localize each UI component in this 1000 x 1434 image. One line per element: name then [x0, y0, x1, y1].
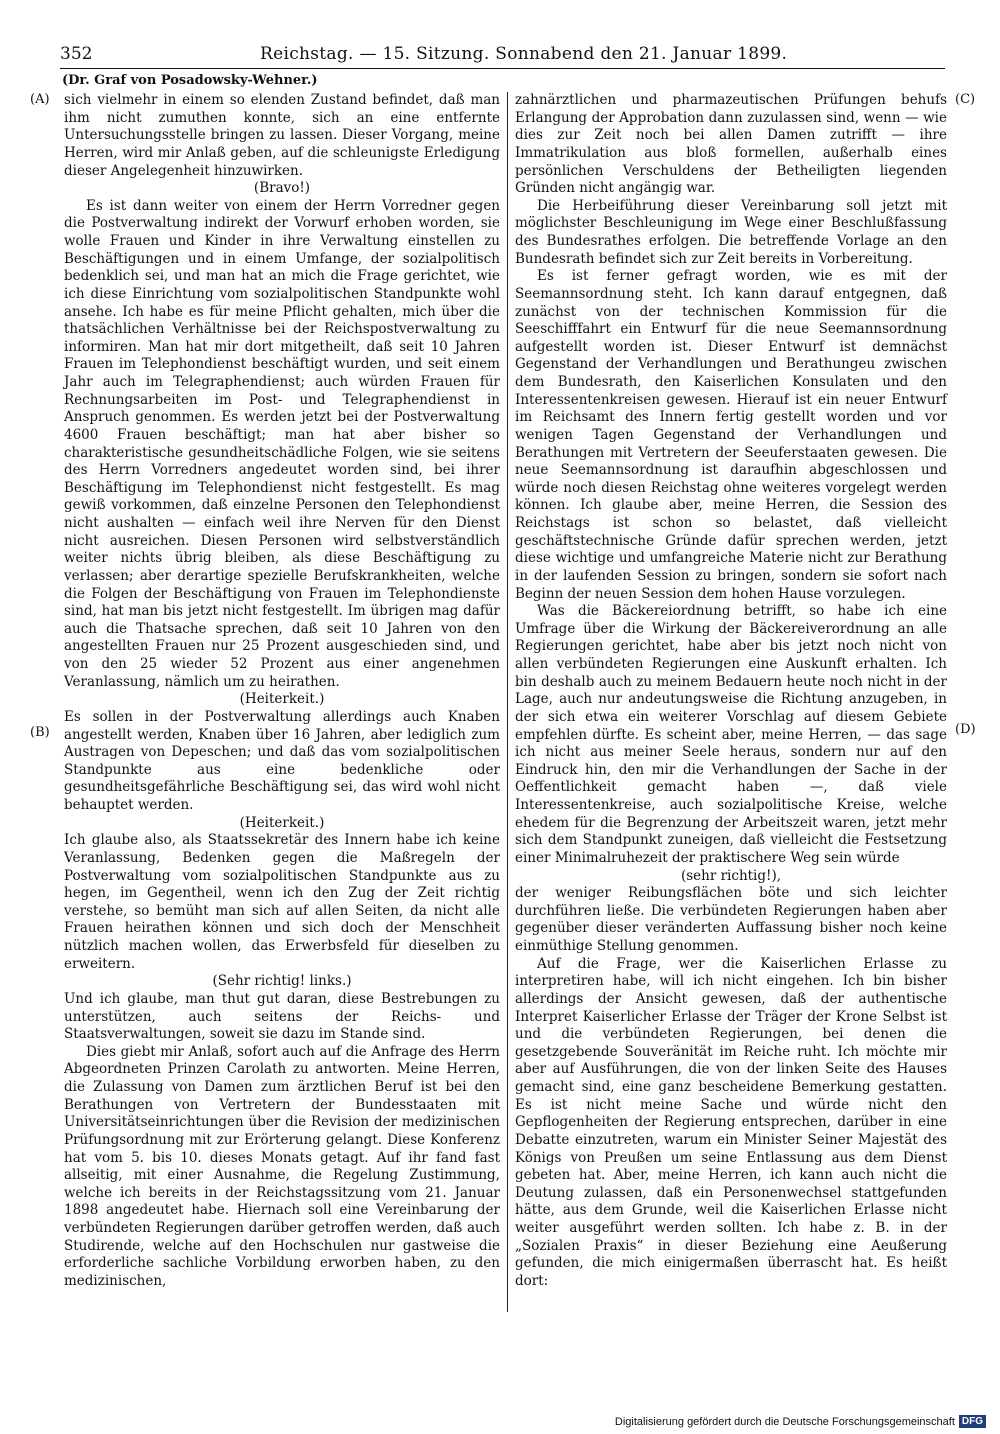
page-title: Reichstag. — 15. Sitzung. Sonnabend den 21. Januar 1899.	[260, 44, 788, 64]
dfg-logo: DFG	[959, 1415, 986, 1428]
margin-marker-d: (D)	[955, 722, 976, 737]
speaker-name: (Dr. Graf von Posadowsky-Wehner.)	[62, 73, 318, 88]
remark: (Heiterkeit.)	[239, 814, 325, 831]
paragraph: zahnärztlichen und pharmazeutischen Prüfungen behufs Erlangung der Approbation dann zuzulassen sind, wenn — wie dies zur Zeit noch bei allen Damen zutrifft — ihre Immatrikulation aus bloß formellen, außerhalb eines persönlichen Verschuldens der Betheiligten liegenden Gründen nicht angängig war.	[515, 92, 947, 197]
right-column	[515, 92, 947, 1291]
remark: (sehr richtig!),	[680, 867, 782, 884]
page-header	[60, 44, 945, 68]
paragraph: Was die Bäckereiordnung betrifft, so habe ich eine Umfrage über die Wirkung der Bäckereiverordnung an alle Regierungen gerichtet, habe aber bis jetzt noch nicht von allen verbündeten Regierungen eine Auskunft erhalten. Ich bin deshalb auch zu meinem Bedauern heute noch nicht in der Lage, auch nur andeutungsweise die Richtung anzugeben, in der sich etwa ein weiterer Vorschlag auf diesem Gebiete empfehlen dürfte. Es scheint aber, meine Herren, — das sage ich nicht aus meiner Seele heraus, sondern nur auf den Eindruck hin, den mir die Verhandlungen der Sache in der Oeffentlichkeit gemacht haben —, daß viele Interessentenkreise, auch sozialpolitische Kreise, welche ehedem für die Begrenzung der Arbeitszeit waren, jetzt mehr sich dem Standpunkt zuneigen, daß vielleicht die Festsetzung einer Minimalruhezeit der praktischere Weg sein würde	[515, 603, 947, 866]
remark: (Heiterkeit.)	[239, 691, 325, 708]
paragraph: Es sollen in der Postverwaltung allerdings auch Knaben angestellt werden, Knaben über 16 Jahren, aber lediglich zum Austragen von Depeschen; und daß das vom sozialpolitischen Standpunkte aus eine bedenkliche oder gesundheitsgefährliche Beschäftigung sei, das wird wohl nicht behauptet werden.	[64, 708, 500, 813]
paragraph: Es ist ferner gefragt worden, wie es mit der Seemannsordnung steht. Ich kann darauf entgegnen, daß zunächst von der technischen Kommission für die Seeschifffahrt ein Entwurf für die neue Seemannsordnung aufgestellt worden ist. Dieser Entwurf ist demnächst Gegenstand der Verhandlungen und Berathungeu zwischen dem Bundesrath, den Kaiserlichen Konsulaten und den Interessentenkreisen gewesen. Hierauf ist ein neuer Entwurf im Reichsamt des Innern fertig gestellt worden und vor wenigen Tagen Gegenstand der Verhandlungen und Berathungen mit Vertretern der Seeuferstaaten gewesen. Die neue Seemannsordnung ist daraufhin abgeschlossen und würde noch diesen Reichstag ohne weiteres vorgelegt werden können. Ich glaube aber, meine Herren, die Session des Reichstags ist schon so belastet, daß vielleicht geschäftstechnische Gründe dafür sprechen werden, jetzt diese wichtige und umfangreiche Materie nicht zur Berathung in der laufenden Session zu bringen, sondern sie sofort nach Beginn der neuen Session dem hohen Hause vorzulegen.	[515, 268, 947, 602]
paragraph: Die Herbeiführung dieser Vereinbarung soll jetzt mit möglichster Beschleunigung im Wege einer Beschlußfassung des Bundesrathes erfolgen. Die betreffende Vorlage an den Bundesrath befindet sich zur Zeit bereits in Vorbereitung.	[515, 197, 947, 267]
footer-text: Digitalisierung gefördert durch die Deutsche Forschungsgemeinschaft	[614, 1415, 955, 1428]
paragraph: Und ich glaube, man thut gut daran, diese Bestrebungen zu unterstützen, auch seitens der Reichs- und Staatsverwaltungen, soweit sie dazu im Stande sind.	[64, 990, 500, 1043]
column-separator	[507, 92, 508, 1312]
paragraph: Auf die Frage, wer die Kaiserlichen Erlasse zu interpretiren habe, will ich nicht eingehen. Ich bin bisher allerdings der Ansicht gewesen, daß der authentische Interpret Kaiserlicher Erlasse der Träger der Krone Selbst ist und die verbündeten Regierungen, bei denen die gesetzgebende Souveränität im Reiche ruht. Ich möchte mir aber auf Ausführungen, die von der linken Seite des Hauses gemacht sind, eine ganz bescheidene Bemerkung gestatten. Es ist nicht meine Sache und würde nicht den Gepflogenheiten der Regierung entsprechen, darüber in eine Debatte einzutreten, warum ein Minister Seiner Majestät des Königs von Preußen um seine Entlassung aus dem Dienst gebeten hat. Aber, meine Herren, ich kann auch nicht die Deutung zulassen, daß ein Personenwechsel stattgefunden hätte, aus dem Grunde, weil die Kaiserlichen Erlasse nicht weiter ausgeführt werden sollten. Ich habe z. B. in der „Sozialen Praxis“ in dieser Beziehung eine Aeußerung gefunden, die mich einigermaßen überrascht hat. Es heißt dort:	[515, 955, 947, 1289]
margin-marker-c: (C)	[955, 92, 976, 107]
page-number: 352	[60, 44, 93, 64]
margin-marker-a: (A)	[30, 92, 50, 107]
paragraph: Dies giebt mir Anlaß, sofort auch auf die Anfrage des Herrn Abgeordneten Prinzen Carolath zu antworten. Meine Herren, die Zulassung von Damen zum ärztlichen Beruf ist bei den Berathungen von Vertretern der Bundesstaaten mit Universitätseinrichtungen über die Revision der medizinischen Prüfungsordnung mit zur Erörterung gelangt. Diese Konferenz hat vom 5. bis 10. dieses Monats getagt. Auf ihr fand fast allseitig, mit einer Ausnahme, die Regelung Zustimmung, welche ich bereits in der Reichstagssitzung vom 21. Januar 1898 angedeutet habe. Hiernach soll eine Vereinbarung der verbündeten Regierungen darüber getroffen werden, daß auch Studirende, welche auf den Hochschulen nur gastweise die erforderliche sachliche Vorbildung erworben haben, zu den medizinischen,	[64, 1043, 500, 1289]
left-column	[64, 92, 500, 1291]
margin-marker-b: (B)	[30, 725, 50, 740]
remark: (Bravo!)	[253, 180, 311, 197]
paragraph: der weniger Reibungsflächen böte und sich leichter durchführen ließe. Die verbündeten Regierungen haben aber gegenüber dieser veränderten Auffassung bisher noch keine einmüthige Stellung genommen.	[515, 885, 947, 954]
remark: (Sehr richtig! links.)	[212, 973, 352, 990]
paragraph: sich vielmehr in einem so elenden Zustand befindet, daß man ihm nicht zumuthen konnte, sich an eine entfernte Untersuchungsstelle bringen zu lassen. Dieser Vorgang, meine Herren, wird mir Anlaß geben, auf die schleunigste Erledigung dieser Angelegenheit hinzuwirken.	[64, 92, 500, 179]
paragraph: Es ist dann weiter von einem der Herrn Vorredner gegen die Postverwaltung indirekt der Vorwurf erhoben worden, sie wolle Frauen und Kinder in ihre Verwaltung einstellen zu Beschäftigungen und in einem Umfange, der sozialpolitisch bedenklich sei, und man hat an mich die Frage gerichtet, wie ich diese Einrichtung vom sozialpolitischen Standpunkte wohl ansehe. Ich habe es für meine Pflicht gehalten, mich über die thatsächlichen Verhältnisse bei der Reichspostverwaltung zu informiren. Man hat mir dort mitgetheilt, daß seit 10 Jahren Frauen im Telephondienst beschäftigt wurden, und seit einem Jahr auch im Telegraphendienst; auch würden Frauen für Rechnungsarbeiten im Post- und Telegraphendienst in Anspruch genommen. Es werden jetzt bei der Postverwaltung 4600 Frauen beschäftigt; man hat aber bisher so charakteristische gesundheitschädliche Folgen, wie sie seitens des Herrn Vorredners angedeutet worden sind, bei ihrer Beschäftigung im Telephondienst nicht festgestellt. Es mag gewiß vorkommen, daß einzelne Personen den Telephondienst nicht aushalten — einfach weil ihre Nerven für den Dienst nicht ausreichen. Diesen Personen wird selbstverständlich weiter nichts übrig bleiben, als diese Beschäftigung zu verlassen; aber derartige spezielle Berufskrankheiten, welche die Folgen der Beschäftigung von Frauen im Telephondienste sind, hat man bis jetzt nicht festgestellt. Im übrigen mag dafür auch die Thatsache sprechen, daß seit 10 Jahren von den angestellten Frauen nur 25 Prozent ausgeschieden sind, und von den 25 wieder 52 Prozent aus einer angenehmen Veranlassung, nämlich um zu heirathen.	[64, 197, 500, 690]
footer	[615, 1415, 986, 1428]
paragraph: Ich glaube also, als Staatssekretär des Innern habe ich keine Veranlassung, Bedenken gegen die Maßregeln der Postverwaltung vom sozialpolitischen Standpunkte aus zu hegen, im Gegentheil, wenn ich den Zug der Zeit richtig verstehe, so bemüht man sich auf allen Seiten, da nicht alle Frauen heirathen können und sich doch der Menschheit nützlich machen wollen, das Erwerbsfeld für dieselben zu erweitern.	[64, 832, 500, 972]
header-rule	[60, 68, 945, 69]
